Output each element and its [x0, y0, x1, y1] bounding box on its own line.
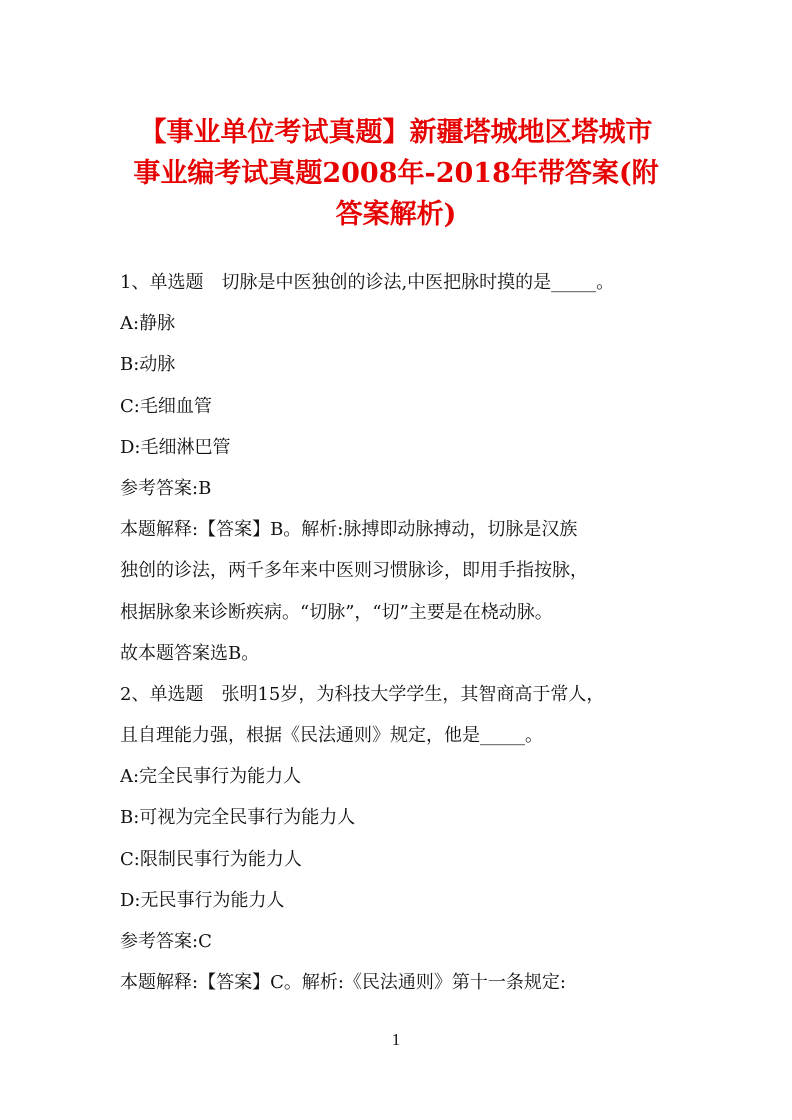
question-2-option-d: D:无民事行为能力人 — [120, 889, 285, 911]
title-line: 答案解析) — [335, 199, 457, 230]
page-number: 1 — [391, 1030, 401, 1049]
title-line: 事业编考试真题2008年-2018年带答案(附 — [133, 158, 659, 189]
question-1-explanation-line: 根据脉象来诊断疾病。“切脉”，“切”主要是在桡动脉。 — [120, 601, 553, 623]
question-2-option-a: A:完全民事行为能力人 — [120, 766, 302, 788]
question-2-answer: 参考答案:C — [120, 931, 212, 952]
question-1-explanation-line: 本题解释:【答案】B。解析:脉搏即动脉搏动，切脉是汉族 — [120, 519, 578, 541]
document-title — [110, 112, 682, 235]
question-1-explanation-line: 独创的诊法，两千多年来中医则习惯脉诊，即用手指按脉， — [120, 560, 588, 582]
question-1-option-b: B:动脉 — [120, 354, 176, 376]
question-1-explanation-line: 故本题答案选B。 — [120, 642, 260, 664]
question-1-option-c: C:毛细血管 — [120, 395, 212, 417]
question-1-option-a: A:静脉 — [120, 313, 176, 335]
title-line: 【事业单位考试真题】新疆塔城地区塔城市 — [139, 117, 653, 148]
question-2-stem: 2、单选题 张明15岁，为科技大学学生，其智商高于常人， — [120, 683, 605, 705]
question-1-option-d: D:毛细淋巴管 — [120, 436, 231, 458]
question-2-stem: 且自理能力强，根据《民法通则》规定，他是_____。 — [120, 725, 543, 747]
question-2-option-b: B:可视为完全民事行为能力人 — [120, 807, 356, 829]
question-2-explanation-line: 本题解释:【答案】C。解析:《民法通则》第十一条规定: — [120, 972, 566, 994]
question-1-stem: 1、单选题 切脉是中医独创的诊法,中医把脉时摸的是_____。 — [120, 272, 615, 293]
question-2-option-c: C:限制民事行为能力人 — [120, 848, 302, 870]
question-1-answer: 参考答案:B — [120, 477, 212, 499]
document-body — [120, 262, 680, 1003]
